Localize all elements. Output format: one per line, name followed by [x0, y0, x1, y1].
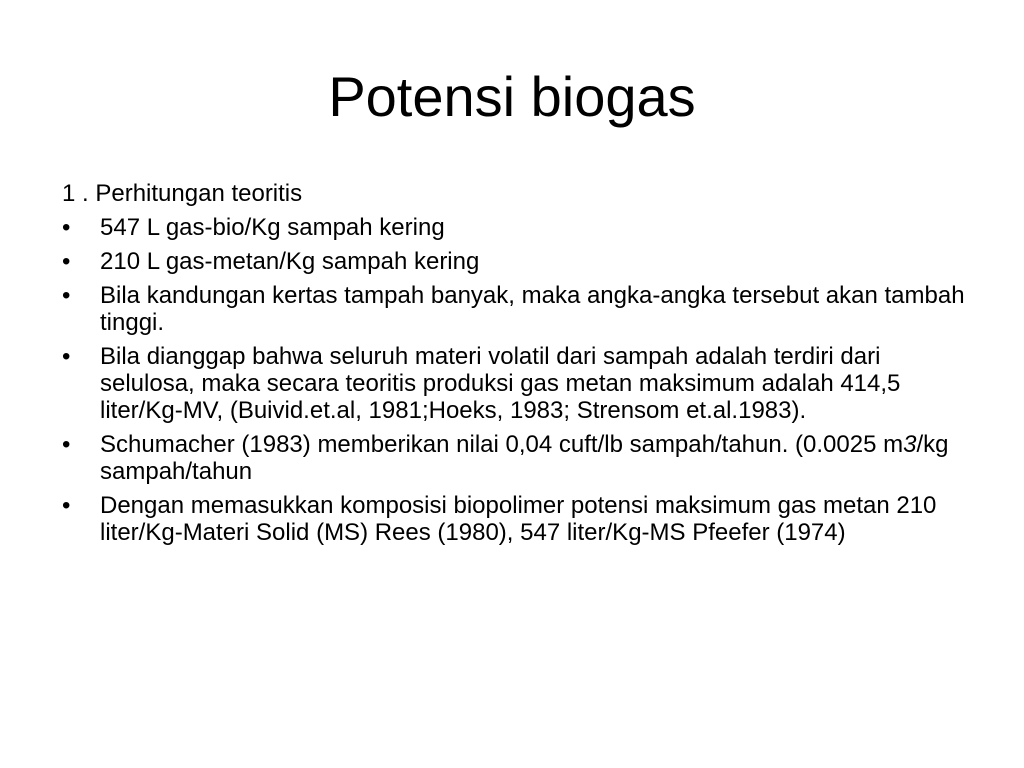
bullet-marker: • [62, 248, 71, 275]
bullet-text: Bila kandungan kertas tampah banyak, maka angka-angka tersebut akan tambah tinggi. [100, 282, 965, 336]
bullet-text-main: Schumacher (1983) memberikan nilai 0,04 cuft/lb sampah/tahun. (0.0025 m [100, 431, 904, 458]
bullet-item [62, 343, 974, 424]
bullet-list [62, 214, 974, 546]
bullet-item [62, 214, 974, 241]
bullet-text: Dengan memasukkan komposisi biopolimer potensi maksimum gas metan 210 liter/Kg-Materi Solid (MS) Rees (1980), 547 liter/Kg-MS Pfeefer (1974) [100, 492, 937, 546]
intro-line: 1 . Perhitungan teoritis [62, 180, 303, 207]
bullet-text [100, 431, 948, 485]
bullet-marker: • [62, 282, 71, 309]
bullet-item [62, 431, 974, 485]
bullet-text-tail: /kg sampah/tahun [100, 431, 949, 485]
bullet-marker: • [62, 214, 71, 241]
bullet-text: 210 L gas-metan/Kg sampah kering [100, 248, 480, 275]
bullet-text: Bila dianggap bahwa seluruh materi volatil dari sampah adalah terdiri dari selulosa, maka secara teoritis produksi gas metan maksimum adalah 414,5 liter/Kg-MV, (Buivid.et.al, 1981;Hoeks, 1983; Strensom et.al.1983). [100, 343, 901, 424]
bullet-item [62, 282, 974, 336]
slide-title: Potensi biogas [328, 65, 696, 128]
bullet-marker: • [62, 431, 71, 458]
bullet-marker: • [62, 343, 71, 370]
bullet-text-italic: 3 [903, 431, 917, 458]
bullet-marker: • [62, 492, 71, 519]
bullet-item [62, 248, 974, 275]
bullet-item [62, 492, 974, 546]
bullet-text: 547 L gas-bio/Kg sampah kering [100, 214, 445, 241]
slide-content [62, 180, 974, 553]
